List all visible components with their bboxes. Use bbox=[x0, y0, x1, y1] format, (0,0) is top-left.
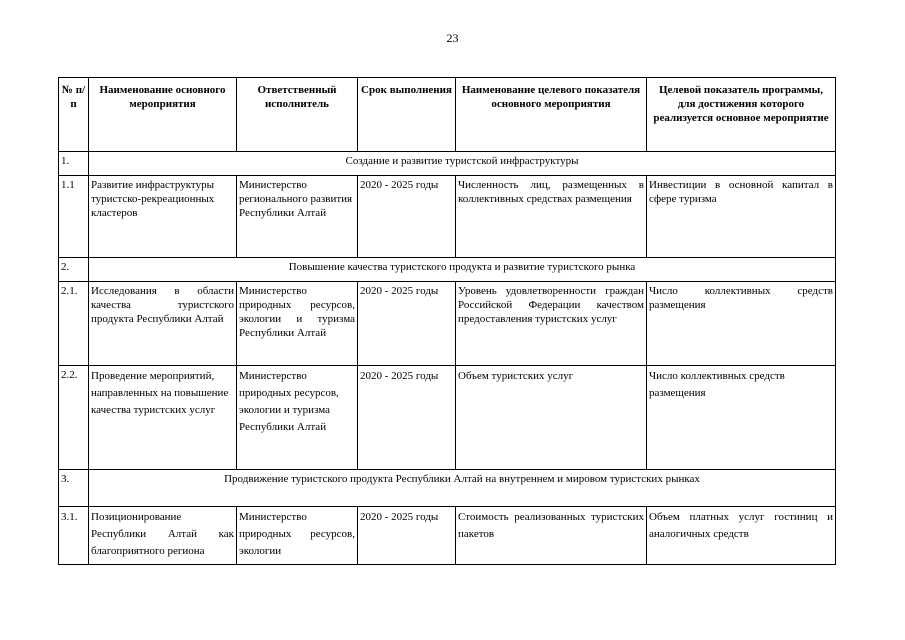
row-executor: Министерство природных ресурсов, экологии и туризма Республики Алтай bbox=[237, 282, 358, 366]
section-num: 3. bbox=[59, 470, 89, 507]
row-activity: Исследования в области качества туристского продукта Республики Алтай bbox=[89, 282, 237, 366]
table-row bbox=[59, 282, 836, 366]
row-indicator: Объем туристских услуг bbox=[456, 366, 647, 470]
section-num: 1. bbox=[59, 152, 89, 176]
section-row bbox=[59, 258, 836, 282]
row-activity: Позиционирование Республики Алтай как благоприятного региона bbox=[89, 507, 237, 565]
section-num: 2. bbox=[59, 258, 89, 282]
row-indicator: Уровень удовлетворенности граждан Российской Федерации качеством предоставления туристских услуг bbox=[456, 282, 647, 366]
row-num: 2.2. bbox=[59, 366, 89, 470]
header-executor: Ответственный исполнитель bbox=[237, 78, 358, 152]
activities-table bbox=[58, 77, 836, 565]
section-row bbox=[59, 152, 836, 176]
row-program-indicator: Число коллективных средств размещения bbox=[647, 366, 836, 470]
row-term: 2020 - 2025 годы bbox=[358, 507, 456, 565]
section-title: Повышение качества туристского продукта и развитие туристского рынка bbox=[89, 258, 836, 282]
header-term: Срок выполнения bbox=[358, 78, 456, 152]
row-program-indicator: Объем платных услуг гостиниц и аналогичных средств bbox=[647, 507, 836, 565]
page-number: 23 bbox=[446, 31, 459, 45]
header-indicator: Наименование целевого показателя основного мероприятия bbox=[456, 78, 647, 152]
section-title: Продвижение туристского продукта Республики Алтай на внутреннем и мировом туристских рынках bbox=[89, 470, 836, 507]
row-term: 2020 - 2025 годы bbox=[358, 282, 456, 366]
table-row bbox=[59, 366, 836, 470]
row-indicator: Численность лиц, размещенных в коллективных средствах размещения bbox=[456, 176, 647, 258]
section-row bbox=[59, 470, 836, 507]
row-activity: Проведение мероприятий, направленных на повышение качества туристских услуг bbox=[89, 366, 237, 470]
header-program-indicator: Целевой показатель программы, для достижения которого реализуется основное мероприятие bbox=[647, 78, 836, 152]
table-row bbox=[59, 176, 836, 258]
table-row bbox=[59, 507, 836, 565]
row-indicator: Стоимость реализованных туристских пакетов bbox=[456, 507, 647, 565]
row-num: 2.1. bbox=[59, 282, 89, 366]
row-activity: Развитие инфраструктуры туристско-рекреационных кластеров bbox=[89, 176, 237, 258]
row-program-indicator: Число коллективных средств размещения bbox=[647, 282, 836, 366]
header-row bbox=[59, 78, 836, 152]
row-term: 2020 - 2025 годы bbox=[358, 366, 456, 470]
section-title: Создание и развитие туристской инфраструктуры bbox=[89, 152, 836, 176]
row-program-indicator: Инвестиции в основной капитал в сфере туризма bbox=[647, 176, 836, 258]
row-num: 3.1. bbox=[59, 507, 89, 565]
row-num: 1.1 bbox=[59, 176, 89, 258]
header-activity: Наименование основного мероприятия bbox=[89, 78, 237, 152]
header-num: № п/п bbox=[59, 78, 89, 152]
row-executor: Министерство регионального развития Республики Алтай bbox=[237, 176, 358, 258]
row-term: 2020 - 2025 годы bbox=[358, 176, 456, 258]
row-executor: Министерство природных ресурсов, экологии и туризма Республики Алтай bbox=[237, 366, 358, 470]
row-executor: Министерство природных ресурсов, экологии bbox=[237, 507, 358, 565]
